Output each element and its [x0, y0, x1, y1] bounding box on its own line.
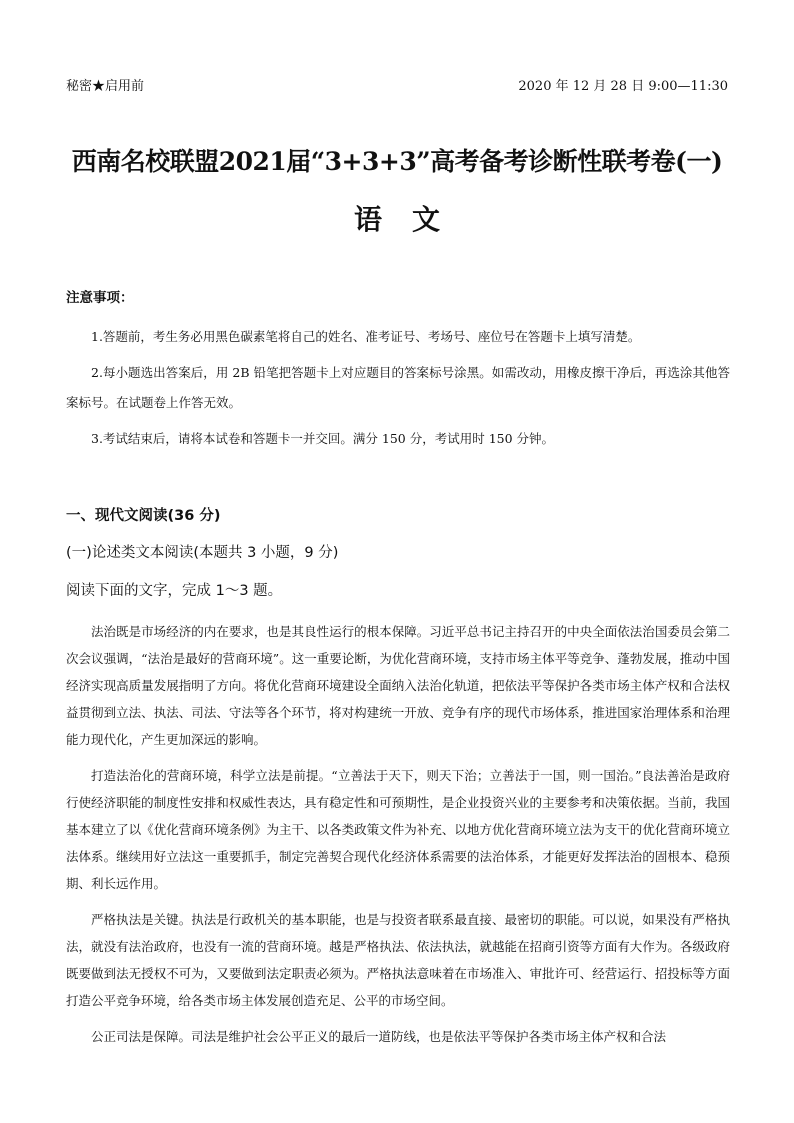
notice-item: 3.考试结束后，请将本试卷和答题卡一并交回。满分 150 分，考试用时 150 分钟。 [91, 431, 555, 446]
notice-heading: 注意事项： [66, 290, 134, 306]
notice-item: 1.答题前，考生务必用黑色碳素笔将自己的姓名、准考证号、考场号、座位号在答题卡上填写清楚。 [91, 329, 641, 344]
notice-list [66, 322, 730, 460]
subject-title: 语文 [353, 203, 470, 236]
notice-item: 2.每小题选出答案后，用 2B 铅笔把答题卡上对应题目的答案标号涂黑。如需改动，用橡皮擦干净后，再选涂其他答案标号。在试题卷上作答无效。 [66, 365, 730, 410]
reading-passage [66, 618, 730, 1059]
section-heading: 一、现代文阅读(36 分) [66, 508, 221, 524]
passage-paragraph: 打造法治化的营商环境，科学立法是前提。“立善法于天下，则天下治；立善法于一国，则一国治。”良法善治是政府行使经济职能的制度性安排和权威性表达，具有稳定性和可预期性，是企业投资兴业的主要参考和决策依据。当前，我国基本建立了以《优化营商环境条例》为主干、以各类政策文件为补充、以地方优化营商环境立法为支干的优化营商环境立法体系。继续用好立法这一重要抓手，制定完善契合现代化经济体系需要的法治体系，才能更好发挥法治的固根本、稳预期、利长远作用。 [66, 768, 730, 891]
page-header [66, 78, 728, 96]
passage-paragraph: 严格执法是关键。执法是行政机关的基本职能，也是与投资者联系最直接、最密切的职能。可以说，如果没有严格执法，就没有法治政府，也没有一流的营商环境。越是严格执法、依法执法，就越能在招商引资等方面有大作为。各级政府既要做到法无授权不可为，又要做到法定职责必须为。严格执法意味着在市场准入、审批许可、经营运行、招投标等方面打造公平竞争环境，给各类市场主体发展创造充足、公平的市场空间。 [66, 912, 730, 1008]
subsection-heading: (一)论述类文本阅读(本题共 3 小题，9 分) [66, 545, 339, 561]
exam-datetime: 2020 年 12 月 28 日 9:00—11:30 [518, 79, 728, 94]
exam-title: 西南名校联盟2021届“3+3+3”高考备考诊断性联考卷(一) [71, 147, 723, 176]
confidential-label: 秘密★启用前 [66, 79, 145, 94]
passage-paragraph: 法治既是市场经济的内在要求，也是其良性运行的根本保障。习近平总书记主持召开的中央全面依法治国委员会第二次会议强调，“法治是最好的营商环境”。这一重要论断，为优化营商环境，支持市场主体平等竞争、蓬勃发展，推动中国经济实现高质量发展指明了方向。将优化营商环境建设全面纳入法治化轨道，把依法平等保护各类市场主体产权和合法权益贯彻到立法、执法、司法、守法等各个环节，将对构建统一开放、竞争有序的现代市场体系，推进国家治理体系和治理能力现代化，产生更加深远的影响。 [66, 624, 730, 747]
passage-paragraph: 公正司法是保障。司法是维护社会公平正义的最后一道防线，也是依法平等保护各类市场主体产权和合法 [91, 1029, 667, 1044]
reading-instruction: 阅读下面的文字，完成 1～3 题。 [66, 583, 283, 599]
